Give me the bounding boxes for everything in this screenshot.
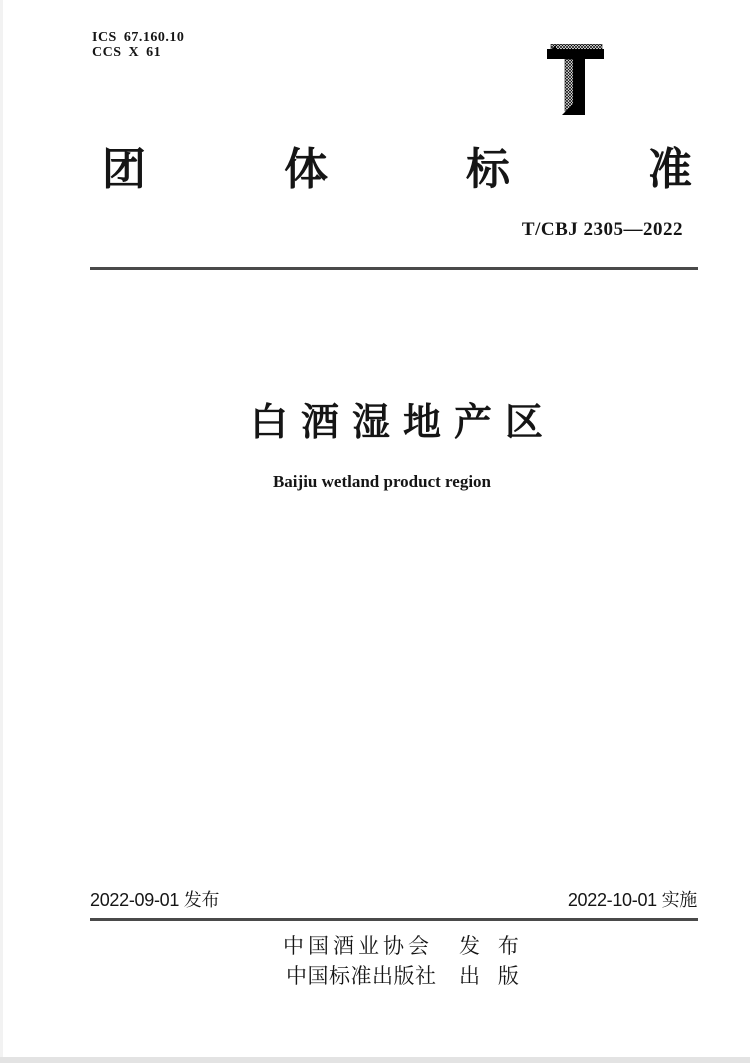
classification-codes [92,30,184,60]
standard-type-char: 团 [102,145,146,194]
group-standard-t-logo-icon [546,44,605,117]
issuer-name: 中国酒业协会 [283,935,433,958]
standard-type-char: 体 [284,145,328,194]
document-title-en: Baijiu wetland product region [272,472,492,491]
press-name: 中国标准出版社 [286,965,437,988]
press-action-label: 出 版 [459,965,525,988]
page-edge-bottom [0,1057,750,1063]
issue-date: 2022-09-01 发布 [90,890,220,910]
ics-code: ICS 67.160.10 [92,30,185,45]
document-title-cn: 白酒湿地产区 [250,402,557,444]
ccs-code: CCS X 61 [92,45,162,60]
standard-code: T/CBJ 2305—2022 [521,219,683,240]
page-edge-left [0,0,3,1063]
footer-rule [90,918,698,921]
standard-type-heading [102,147,692,193]
standard-type-char: 准 [648,145,692,194]
issuer-action-label: 发 布 [459,935,525,958]
header-rule [90,267,698,270]
implementation-date: 2022-10-01 实施 [567,890,697,910]
standard-type-char: 标 [466,145,510,194]
